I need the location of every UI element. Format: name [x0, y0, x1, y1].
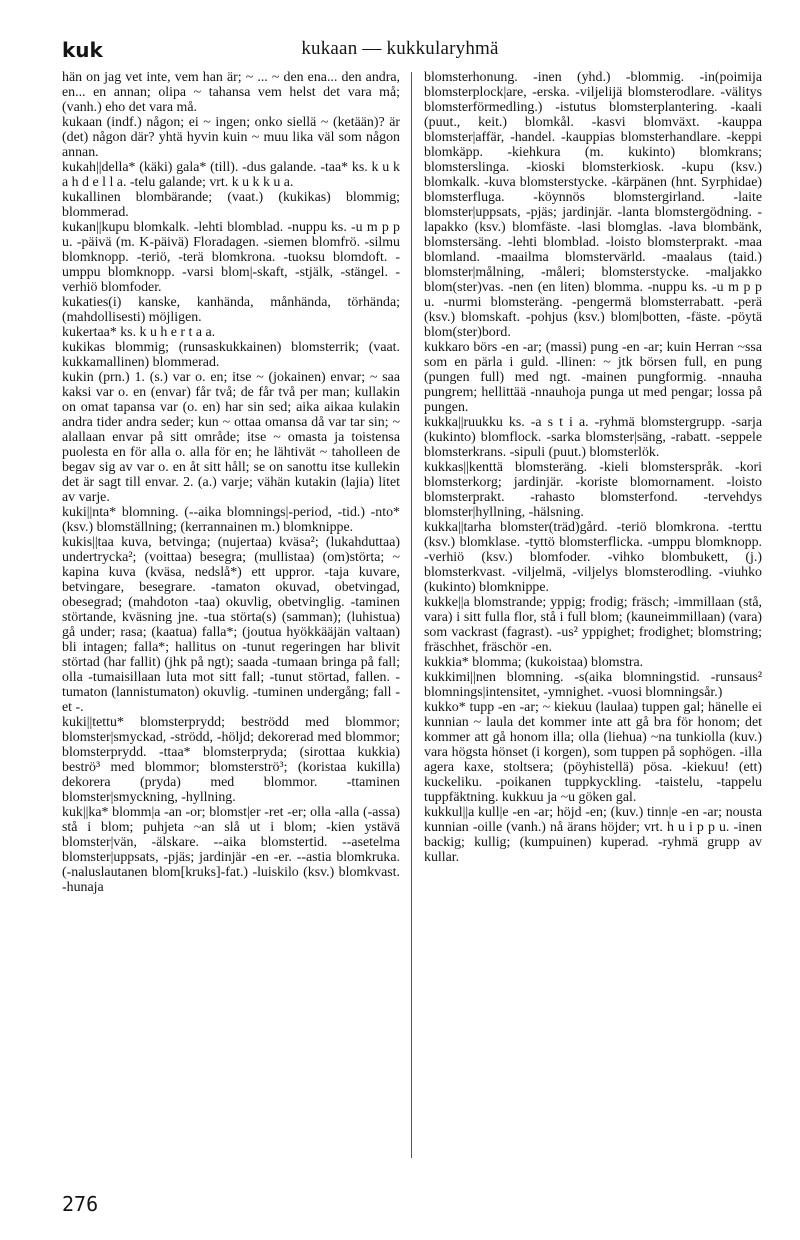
- dictionary-entry: hän on jag vet inte, vem han är; ~ ... ~ den ena... den andra, en... en annan; olipa ~ tahansa vem helst det vara må; (vanh.) eho det vara må.: [62, 70, 400, 115]
- dictionary-entry: kukkul||a kull|e -en -ar; höjd -en; (kuv.) tinn|e -en -ar; nousta kunnian -oille (vanh.) nå ärans höjder; vrt. h u i p p u. -inen backig; kullig; (kumpuinen) kuperad. -ryhmä grupp av kullar.: [424, 805, 762, 865]
- dictionary-entry: kukallinen blombärande; (vaat.) (kukikas) blommig; blommerad.: [62, 190, 400, 220]
- dictionary-entry: kukertaa* ks. k u h e r t a a.: [62, 325, 216, 340]
- dictionary-entry: kukan||kupu blomkalk. -lehti blomblad. -nuppu ks. -u m p p u. -päivä (m. K-päivä) Floradagen. -siemen blomfrö. -silmu blomknopp. -teriö, -terä blomkrona. -tuoksu blomdoft. -umppu blomknopp. -varsi blom|-skaft, -stjälk, -stängel. -verhiö blomfoder.: [62, 220, 400, 295]
- dictionary-entry: kukaan (indf.) någon; ei ~ ingen; onko siellä ~ (ketään)? är (det) någon där? yhtä hyvin kuin ~ muu lika väl som någon annan.: [62, 115, 400, 160]
- column-divider: [411, 72, 412, 1158]
- dictionary-entry: kuki||tettu* blomsterprydd; beströdd med blommor; blomster|smyckad, -strödd, -höljd; dekorerad med blommor; blomsterprydd. -ttaa* blomsterpryda; (sirottaa kukkia) beströ³ med blommor; blomsterströ³; (koristaa kukilla) dekorera (pryda) med blommor. -ttaminen blomster|smyckning, -hyllning.: [62, 715, 400, 805]
- dictionary-entry: kukkia* blomma; (kukoistaa) blomstra.: [424, 655, 644, 670]
- dictionary-entry: blomsterhonung. -inen (yhd.) -blommig. -in(poimija blomsterplock|are, -erska. -viljelijä blomsterodlare. -välitys blomsterförmedling.) -istutus blomsterplantering. -kaali (puut., keit.) blomkål. -kasvi blomväxt. -kauppa blomster|affär, -handel. -kauppias blomsterhandlare. -keppi blomkäpp. -kiehkura (m. kukinto) blomkrans; blomsterslinga. -kioski blomsterkiosk. -kupu (ksv.) blomkalk. -kuva blomsterstycke. -kärpänen (hnt. Syrphidae) blomsterfluga. -köynnös blomstergirland. -laite blomster|uppsats, -pjäs; jardinjär. -lanta blomstergödning. -lapakko (ksv.) blomfäste. -lasi blomglas. -lava blombänk, blomstersäng. -lehti blomblad. -loisto blomsterprakt. -maa blomland. -maailma blomstervärld. -maalaus (taid.) blomster|målning, -måleri; blomsterstycke. -maljakko blom(ster)vas. -nen (en liten) blomma. -nuppu ks. -u m p p u. -nurmi blomsteräng. -pengermä blomsterrabatt. -perä (ksv.) blomskaft. -pohjus (ksv.) blom|botten, -fäste. -pöytä blom(ster)bord.: [424, 70, 762, 340]
- dictionary-entry: kuki||nta* blomning. (--aika blomnings|-period, -tid.) -nto* (ksv.) blomställning; (kerrannainen m.) blomknippe.: [62, 505, 400, 535]
- page-number: 276: [62, 1192, 99, 1216]
- dictionary-entry: kukaties(i) kanske, kanhända, månhända, törhända; (mahdollisesti) möjligen.: [62, 295, 400, 325]
- dictionary-entry: kukin (prn.) 1. (s.) var o. en; itse ~ (jokainen) envar; ~ saa kaksi var o. en (envar) får två; de får två per man; kullakin on omat tapansa var (o. en) har sin sed; aika aikaa kulakin andra tider andra seder; kun ~ ottaa omansa då var tar sin; ~ alallaan envar på sitt område; itse ~ omasta ja toistensa puolesta en för alla o. alla för en; he lähtivät ~ taholleen de begav sig av var o. en åt sitt håll; se on sanottu itse kullekin det är sagt till envar. 2. (a.) varje; vähän kutakin (lajia) litet av varje.: [62, 370, 400, 505]
- dictionary-entry: kukke||a blomstrande; yppig; frodig; fräsch; -immillaan (stå, vara) i sitt fulla flor, stå i full blom; (kauneimmillaan) (vara) som vackrast (fagrast). -us² yppighet; frodighet; blomstring; fräschhet, fräschör -en.: [424, 595, 762, 655]
- dictionary-entry: kukikas blommig; (runsaskukkainen) blomsterrik; (vaat. kukkamallinen) blommerad.: [62, 340, 400, 370]
- page-header: [0, 30, 800, 64]
- left-column: [62, 70, 400, 1160]
- running-head: kukaan — kukkularyhmä: [301, 38, 499, 59]
- dictionary-entry: kukka||tarha blomster(träd)gård. -teriö blomkrona. -terttu (ksv.) blomklase. -tyttö blomsterflicka. -umppu blomknopp. -verhiö (ksv.) blomfoder. -vihko blombukett, (j.) blomsterkvast. -viljelmä, -viljelys blomsterodling. -viuhko (kukinto) blomknippe.: [424, 520, 762, 595]
- right-column: [424, 70, 762, 1160]
- dictionary-entry: kukis||taa kuva, betvinga; (nujertaa) kväsa²; (lukahduttaa) undertrycka²; (voittaa) besegra; (mullistaa) (om)störta; ~ kapina kuva (kväsa, nedslå*) ett uppror. -taja kuvare, betvingare, besegrare. -tamaton okuvad, obetvingad, obesegrad; (mahdoton -taa) okuvlig, obetvinglig. -taminen störtande, kväsning jne. -tua störta(s) (samman); (luhistua) gå under; rasa; (kaatua) falla*; (joutua hyökkääjän valtaan) bli intagen; falla*; hallitus on -tunut regeringen har blivit störtad (har fallit) (jhk på ngt); saada -tumaan bringa på fall; olla -tumaisillaan luta mot sitt fall; -tunut störtad, fallen. -tumaton (lannistumaton) okuvlig. -tuminen undergång; fall -et -.: [62, 535, 400, 715]
- dictionary-entry: kukkas||kenttä blomsteräng. -kieli blomsterspråk. -kori blomsterkorg; jardinjär. -koriste blomornament. -loisto blomsterprakt. -rahasto blomsterfond. -tervehdys blomster|hyllning, -hälsning.: [424, 460, 762, 520]
- dictionary-entry: kukko* tupp -en -ar; ~ kiekuu (laulaa) tuppen gal; hänelle ei kunnian ~ laula det kommer inte att gå bra för honom; det kommer att gå honom illa; olla (liehua) ~na tunkiolla (kuv.) vara högsta hönset (i korgen), som tuppen på sophögen. -illa agera kaxe, stoltsera; (pöyhistellä) pösa. -kiekuu! (ett) kuckeliku. -poikanen tuppkyckling. -taistelu, -tappelu tuppfäktning. kukkuu ja ~u göken gal.: [424, 700, 762, 805]
- dictionary-entry: kukkaro börs -en -ar; (massi) pung -en -ar; kuin Herran ~ssa som en pärla i guld. -llinen: ~ jtk börsen full, en pung (pungen full) med ngt. -mainen pungformig. -nnauha pungrem; hellittää -nnauhoja punga ut med pengar; lossa på pungen.: [424, 340, 762, 415]
- guide-word: kuk: [62, 38, 103, 62]
- dictionary-entry: kukah||della* (käki) gala* (till). -dus galande. -taa* ks. k u k a h d e l l a. -telu galande; vrt. k u k k u a.: [62, 160, 400, 190]
- dictionary-entry: kuk||ka* blomm|a -an -or; blomst|er -ret -er; olla -alla (-assa) stå i blom; puhjeta ~an slå ut i blom; -kien ystävä blomster|vän, -älskare. --aika blomstertid. --asetelma blomster|uppsats, -pjäs; jardinjär -en -er. --astia blomkruka. (-naluslautanen blom[kruks]-fat.) -luiskilo (ksv.) blomkvast. -hunaja: [62, 805, 400, 895]
- dictionary-entry: kukkimi||nen blomning. -s(aika blomningstid. -runsaus² blomnings|intensitet, -ymnighet. -vuosi blomningsår.): [424, 670, 762, 700]
- dictionary-entry: kukka||ruukku ks. -a s t i a. -ryhmä blomstergrupp. -sarja (kukinto) blomflock. -sarka blomster|säng, -rabatt. -seppele blomsterkrans. -sipuli (puut.) blomsterlök.: [424, 415, 762, 460]
